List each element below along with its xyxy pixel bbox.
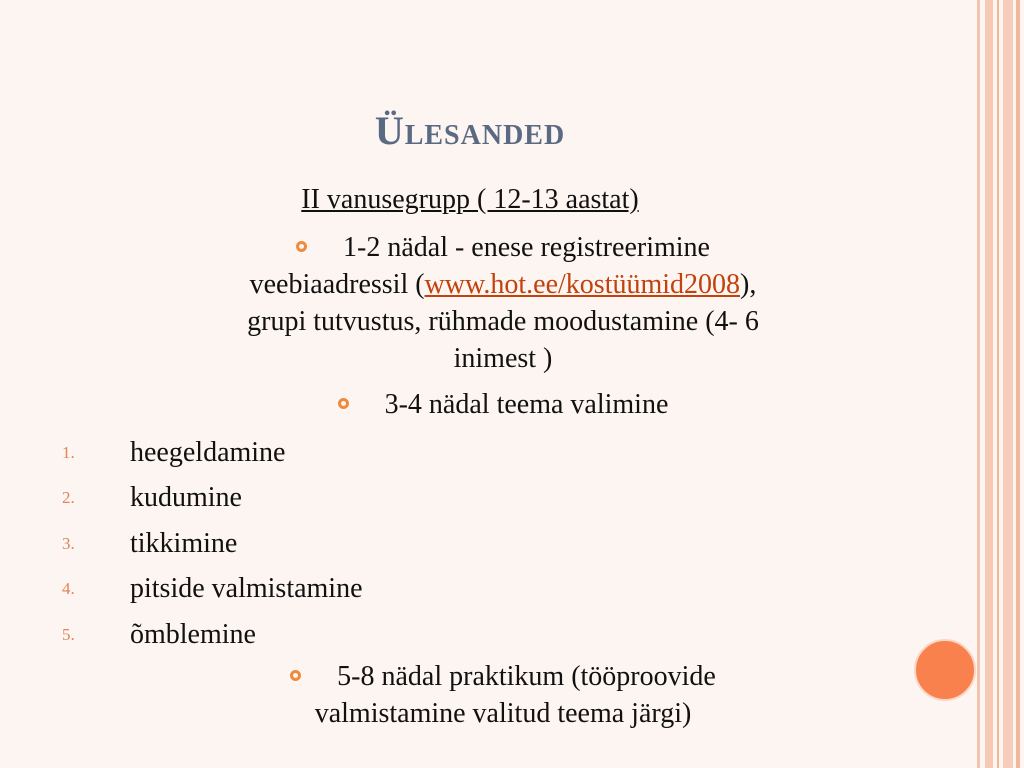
bullet-circle-icon	[296, 241, 307, 252]
list-item-text: tikkimine	[130, 527, 238, 559]
bullet-1-line-3: grupi tutvustus, rühmade moodustamine (4- 6	[247, 306, 759, 337]
slide-title: Ülesanded	[374, 108, 566, 153]
list-item	[62, 612, 363, 658]
numbered-list	[62, 430, 363, 658]
list-marker: 5.	[62, 624, 75, 644]
bullet-1-line-2-post: ),	[740, 269, 757, 300]
decor-stripe	[1016, 0, 1020, 768]
bullet-1-line-1: 1-2 nädal - enese registreerimine	[343, 232, 710, 263]
list-marker: 1.	[62, 442, 75, 462]
list-item-text: heegeldamine	[130, 436, 286, 468]
list-marker: 4.	[62, 579, 75, 599]
decor-stripe	[1003, 0, 1013, 768]
decor-stripe	[997, 0, 999, 768]
list-marker: 2.	[62, 488, 75, 508]
bullet-circle-icon	[290, 670, 301, 681]
list-item-text: pitside valmistamine	[130, 573, 363, 605]
bullet-3-line-1: 5-8 nädal praktikum (tööproovide	[337, 661, 716, 692]
list-item	[62, 476, 363, 522]
registration-link[interactable]: www.hot.ee/kostüümid2008	[424, 269, 741, 300]
list-item-text: õmblemine	[130, 618, 256, 650]
bullet-1-line-2-pre: veebiaadressil (	[249, 269, 425, 300]
list-item	[62, 430, 363, 476]
decor-stripe	[977, 0, 980, 768]
list-item	[62, 567, 363, 613]
bullet-3-line-2: valmistamine valitud teema järgi)	[314, 698, 692, 729]
decor-stripe	[985, 0, 993, 768]
list-item-text: kudumine	[130, 482, 242, 514]
bullet-item-2	[130, 386, 876, 423]
bullet-item-1	[130, 229, 876, 377]
list-item	[62, 521, 363, 567]
bullet-2-text: 3-4 nädal teema valimine	[384, 389, 669, 420]
slide-subtitle: II vanusegrupp ( 12-13 aastat)	[301, 184, 639, 215]
list-marker: 3.	[62, 533, 75, 553]
bullet-circle-icon	[338, 398, 349, 409]
bullet-item-3	[130, 658, 876, 732]
bullet-1-line-4: inimest )	[453, 343, 553, 374]
decor-circle	[914, 639, 976, 701]
